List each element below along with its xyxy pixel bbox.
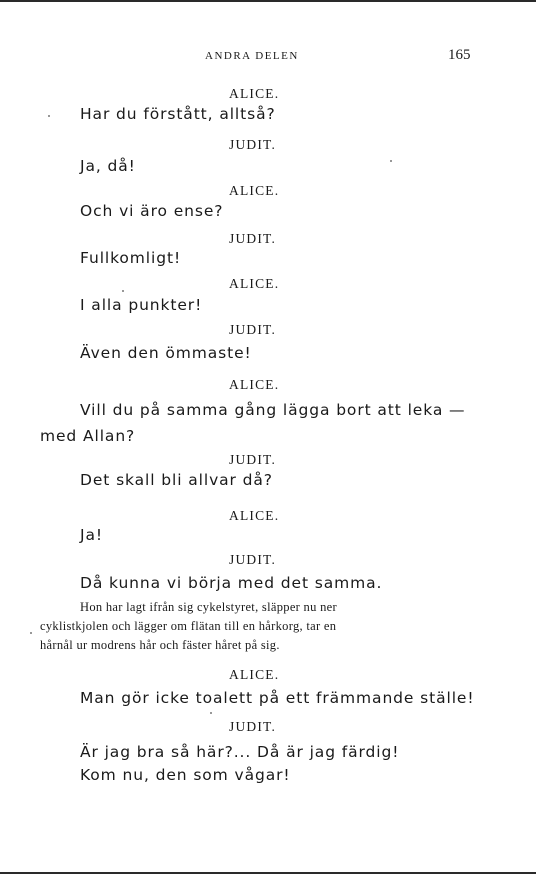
page-number: 165 bbox=[448, 47, 471, 63]
speaker-judit: JUDIT. bbox=[229, 137, 277, 152]
speaker-alice: ALICE. bbox=[229, 183, 280, 198]
dialogue-line: Kom nu, den som vågar! bbox=[80, 766, 291, 784]
dialogue-line: med Allan? bbox=[40, 427, 136, 445]
dialogue-line: Och vi äro ense? bbox=[80, 202, 224, 220]
dialogue-line: Har du förstått, alltså? bbox=[80, 105, 276, 123]
dialogue-line: I alla punkter! bbox=[80, 296, 203, 314]
dialogue-line: Är jag bra så här?... Då är jag färdig! bbox=[80, 743, 400, 761]
print-speck bbox=[390, 160, 392, 162]
speaker-judit: JUDIT. bbox=[229, 231, 277, 246]
top-border bbox=[0, 0, 536, 2]
print-speck bbox=[48, 115, 50, 117]
dialogue-line: Vill du på samma gång lägga bort att leka — bbox=[80, 401, 466, 419]
dialogue-line: Ja, då! bbox=[80, 157, 136, 175]
speaker-judit: JUDIT. bbox=[229, 719, 277, 734]
bottom-border bbox=[0, 872, 536, 874]
speaker-judit: JUDIT. bbox=[229, 452, 277, 467]
print-speck bbox=[30, 632, 32, 634]
speaker-judit: JUDIT. bbox=[229, 552, 277, 567]
speaker-alice: ALICE. bbox=[229, 86, 280, 101]
dialogue-line: Det skall bli allvar då? bbox=[80, 471, 273, 489]
dialogue-line: Fullkomligt! bbox=[80, 249, 182, 267]
dialogue-line: Även den ömmaste! bbox=[80, 344, 252, 362]
speaker-judit: JUDIT. bbox=[229, 322, 277, 337]
print-speck bbox=[122, 290, 124, 292]
stage-direction-line: Hon har lagt ifrån sig cykelstyret, släpper nu ner bbox=[80, 600, 337, 614]
speaker-alice: ALICE. bbox=[229, 508, 280, 523]
dialogue-line: Då kunna vi börja med det samma. bbox=[80, 574, 383, 592]
speaker-alice: ALICE. bbox=[229, 667, 280, 682]
speaker-alice: ALICE. bbox=[229, 276, 280, 291]
stage-direction-line: cyklistkjolen och lägger om flätan till en hårkorg, tar en bbox=[40, 619, 337, 633]
dialogue-line: Ja! bbox=[80, 526, 103, 544]
speaker-alice: ALICE. bbox=[229, 377, 280, 392]
running-head: ANDRA DELEN bbox=[205, 50, 299, 62]
print-speck bbox=[210, 712, 212, 714]
stage-direction-line: hårnål ur modrens hår och fäster håret på sig. bbox=[40, 638, 280, 652]
dialogue-line: Man gör icke toalett på ett främmande ställe! bbox=[80, 689, 475, 707]
